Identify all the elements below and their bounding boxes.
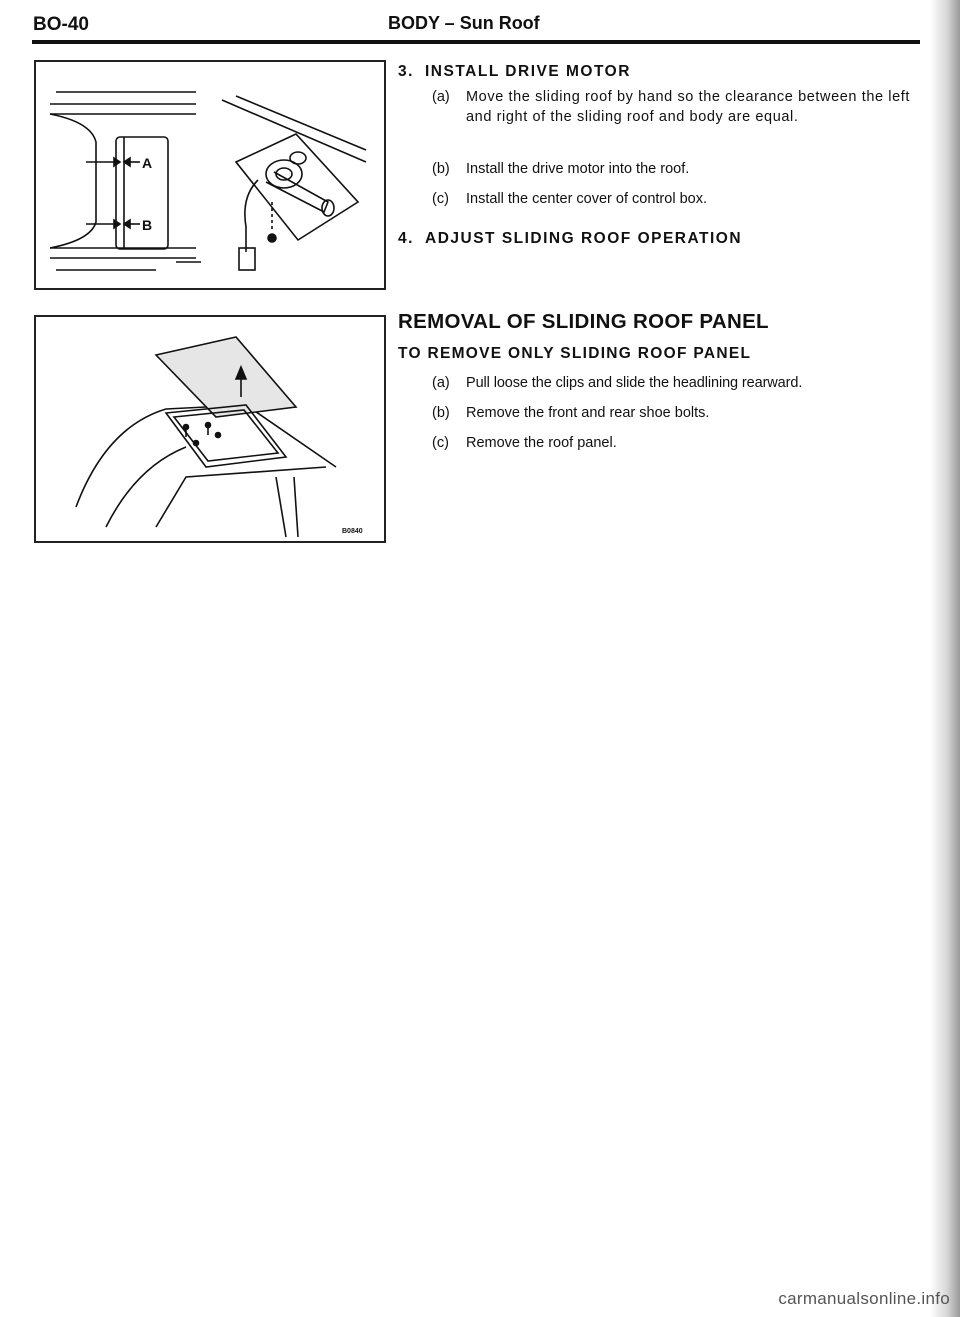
callout-a: A xyxy=(142,155,153,171)
drive-motor-illustration xyxy=(36,62,384,288)
removal-step-a-text: Pull loose the clips and slide the headlining rearward. xyxy=(466,375,803,391)
drive-motor-figure xyxy=(34,60,386,290)
step-3b-text: Install the drive motor into the roof. xyxy=(466,161,690,177)
section-heading: REMOVAL OF SLIDING ROOF PANEL xyxy=(398,310,769,333)
step-3a-text: Move the sliding roof by hand so the clearance between the left and right of the sliding roof and body are equal. xyxy=(466,89,911,125)
step-4-number: 4. xyxy=(398,230,414,247)
step-4-heading xyxy=(398,230,742,248)
removal-step-c-text: Remove the roof panel. xyxy=(466,435,617,451)
step-3c-label: (c) xyxy=(432,191,449,207)
removal-step-c-label: (c) xyxy=(432,435,449,451)
page-title: BODY – Sun Roof xyxy=(388,13,540,33)
header-rule xyxy=(32,40,920,44)
page-header xyxy=(0,0,960,46)
step-3-heading xyxy=(398,63,631,81)
removal-step-b-label: (b) xyxy=(432,405,450,421)
roof-panel-figure xyxy=(34,315,386,543)
step-3c-text: Install the center cover of control box. xyxy=(466,191,707,207)
page-edge-shadow xyxy=(930,0,960,1317)
roof-panel-illustration xyxy=(36,317,384,541)
callout-b: B xyxy=(142,217,153,233)
removal-step-b-text: Remove the front and rear shoe bolts. xyxy=(466,405,710,421)
figure-code: B0840 xyxy=(342,528,363,535)
step-4-title: ADJUST SLIDING ROOF OPERATION xyxy=(425,230,743,247)
step-3a-label: (a) xyxy=(432,89,450,105)
page-number: BO-40 xyxy=(33,14,89,35)
watermark: carmanualsonline.info xyxy=(778,1289,950,1308)
removal-step-a-label: (a) xyxy=(432,375,450,391)
step-3a xyxy=(432,87,924,151)
section-subheading: TO REMOVE ONLY SLIDING ROOF PANEL xyxy=(398,345,752,362)
step-3-number: 3. xyxy=(398,63,414,80)
step-3-title: INSTALL DRIVE MOTOR xyxy=(425,63,631,80)
step-3b-label: (b) xyxy=(432,161,450,177)
